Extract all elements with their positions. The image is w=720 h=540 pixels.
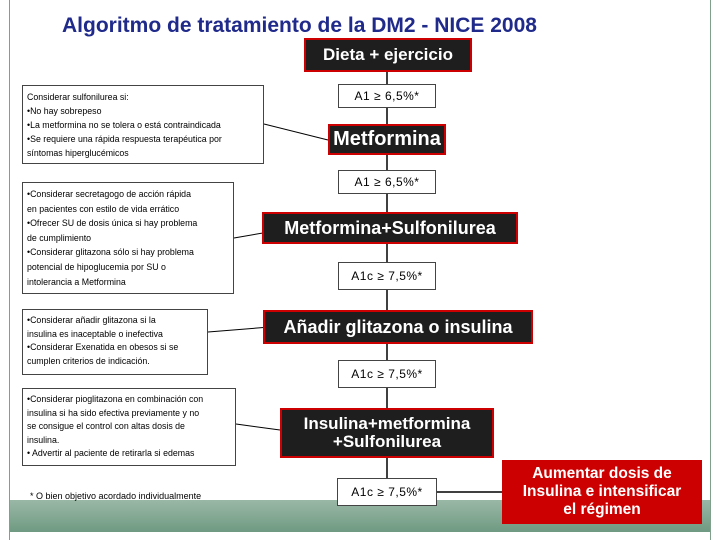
note-connector-3 (208, 327, 270, 332)
note-box-secretagogo (22, 182, 234, 294)
treatment-label-line1: Insulina+metformina (303, 414, 471, 433)
note-line: •Considerar glitazona sólo si hay problema (27, 247, 194, 258)
note-line: •Considerar secretagogo de acción rápida (27, 189, 191, 199)
note-line: insulina es inaceptable o inefectiva (27, 328, 163, 339)
final-action-line2: Insulina e intensificar (522, 483, 682, 500)
threshold-label: A1c ≥ 7,5%* (351, 485, 423, 499)
note-line: • Advertir al paciente de retirarla si edemas (27, 448, 195, 459)
note-connector-4 (236, 424, 280, 430)
note-line: potencial de hipoglucemia por SU o (27, 261, 166, 272)
note-box-pioglitazona (22, 388, 236, 466)
threshold-box-3 (338, 262, 436, 290)
threshold-label: A1 ≥ 6,5%* (354, 89, 420, 103)
note-line: en pacientes con estilo de vida errático (27, 203, 180, 214)
threshold-label: A1c ≥ 7,5%* (351, 367, 423, 381)
note-line: •Considerar Exenatida en obesos si se (27, 342, 179, 353)
threshold-label: A1 ≥ 6,5%* (354, 175, 420, 189)
footnote: * O bien objetivo acordado individualmente (30, 491, 202, 501)
note-line: intolerancia a Metformina (27, 276, 126, 287)
start-label: Dieta + ejercicio (323, 45, 453, 64)
treatment-box-insulina-metformina (280, 408, 494, 458)
threshold-box-5 (337, 478, 437, 506)
note-line: •No hay sobrepeso (27, 106, 102, 116)
start-box (304, 38, 472, 72)
treatment-label-line2: +Sulfonilurea (332, 432, 442, 451)
final-action-line1: Aumentar dosis de (532, 465, 672, 482)
note-box-sulfonilurea (22, 85, 264, 164)
treatment-label: Metformina+Sulfonilurea (284, 217, 496, 238)
note-line: •Ofrecer SU de dosis única si hay problema (27, 218, 198, 229)
note-connector-1 (264, 124, 328, 140)
note-line: síntomas hiperglucémicos (27, 148, 129, 158)
note-line: insulina si ha sido efectiva previamente y no (27, 407, 200, 418)
threshold-box-2 (338, 170, 436, 194)
note-line: de cumplimiento (27, 232, 92, 243)
treatment-box-metformina (328, 124, 446, 155)
note-line: cumplen criterios de indicación. (27, 355, 150, 366)
note-box-glitazona (22, 309, 208, 375)
note-line: •Considerar añadir glitazona si la (27, 315, 156, 325)
treatment-box-glitazona-insulina (263, 310, 533, 344)
treatment-label: Añadir glitazona o insulina (283, 316, 513, 337)
threshold-box-1 (338, 84, 436, 108)
page-title: Algoritmo de tratamiento de la DM2 - NICE 2008 (62, 14, 537, 37)
threshold-box-4 (338, 360, 436, 388)
note-line: •Se requiere una rápida respuesta terapéutica por (27, 134, 222, 144)
note-line: se consigue el control con altas dosis de (27, 421, 185, 432)
threshold-label: A1c ≥ 7,5%* (351, 269, 423, 283)
treatment-box-metformina-sulfonilurea (262, 212, 518, 244)
final-action-line3: el régimen (563, 501, 641, 518)
final-action-box (502, 460, 702, 524)
note-line: •La metformina no se tolera o está contraindicada (27, 120, 221, 130)
treatment-label: Metformina (333, 128, 441, 150)
note-line: Considerar sulfonilurea si: (27, 92, 129, 102)
note-line: insulina. (27, 434, 60, 445)
note-line: •Considerar pioglitazona en combinación con (27, 394, 204, 404)
